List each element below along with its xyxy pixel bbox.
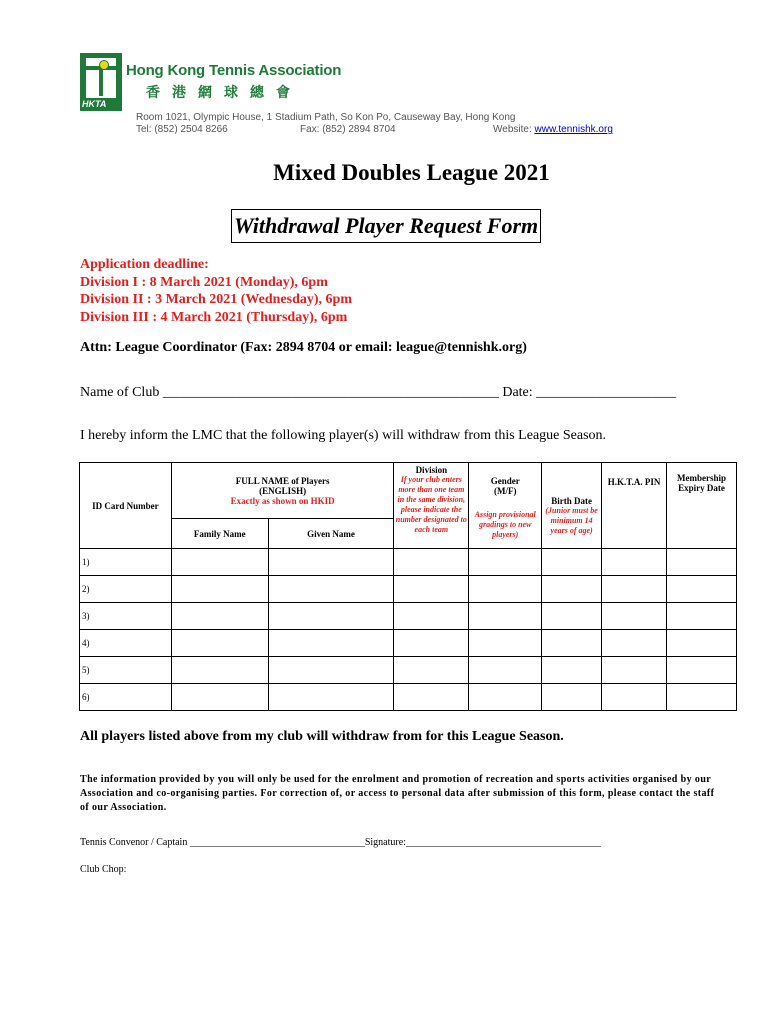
logo-t-stem xyxy=(99,66,103,96)
tel: Tel: (852) 2504 8266 xyxy=(136,124,228,135)
club-field[interactable]: ________________________________________________ xyxy=(162,385,499,400)
inform-statement: I hereby inform the LMC that the following player(s) will withdraw from this League Season. xyxy=(80,428,607,443)
date-field[interactable]: ____________________ xyxy=(536,385,677,400)
all-players-statement: All players listed above from my club will withdraw from for this League Season. xyxy=(80,729,564,744)
table-row xyxy=(80,684,737,711)
attn-line: Attn: League Coordinator (Fax: 2894 8704 or email: league@tennishk.org) xyxy=(80,340,527,355)
header-given-name: Given Name xyxy=(268,519,394,549)
convenor-field[interactable]: ___________________________________ xyxy=(189,837,365,848)
signature-field[interactable]: _______________________________________ xyxy=(405,837,601,848)
row-number: 1) xyxy=(80,549,172,576)
row-number: 4) xyxy=(80,630,172,657)
tennis-ball-icon xyxy=(99,60,109,70)
club-label: Name of Club xyxy=(80,385,160,400)
table-row xyxy=(80,549,737,576)
deadline-division-2: Division II : 3 March 2021 (Wednesday), 6pm xyxy=(80,292,352,307)
association-name-zh: 香港網球總會 xyxy=(146,85,302,101)
privacy-notice: The information provided by you will only be used for the enrolment and promotion of recreation and sports activities organised by our Association and co-organising parties. For correction of, or access to personal data after submission of this form, please contact the staff of our Association. xyxy=(80,774,715,813)
header-birth-date: Birth Date (Junior must be minimum 14 years of age) xyxy=(542,463,602,549)
header-membership: Membership Expiry Date xyxy=(667,463,737,549)
convenor-label: Tennis Convenor / Captain xyxy=(80,837,188,848)
header-gender: Gender (M/F) Assign provisional gradings to new players) xyxy=(469,463,542,549)
deadline-block xyxy=(80,256,352,326)
table-row xyxy=(80,657,737,684)
signature-label: Signature: xyxy=(364,837,406,848)
header-division: Division If your club enters more than one team in the same division, please indicate the number designated to each team xyxy=(394,463,469,549)
logo-text: HKTA xyxy=(82,99,107,109)
website-label: Website: xyxy=(493,124,532,135)
row-number: 5) xyxy=(80,657,172,684)
fax: Fax: (852) 2894 8704 xyxy=(300,124,396,135)
player-table xyxy=(79,462,737,711)
header-fullname: FULL NAME of Players (ENGLISH) Exactly as shown on HKID xyxy=(171,463,394,519)
club-row xyxy=(80,385,676,401)
row-number: 3) xyxy=(80,603,172,630)
deadline-division-3: Division III : 4 March 2021 (Thursday), 6pm xyxy=(80,309,348,325)
header-id-card: ID Card Number xyxy=(80,463,172,549)
row-number: 2) xyxy=(80,576,172,603)
date-label: Date: xyxy=(502,385,533,400)
table-row xyxy=(80,603,737,630)
website-link[interactable]: www.tennishk.org xyxy=(534,124,613,135)
header-family-name: Family Name xyxy=(171,519,268,549)
signature-row xyxy=(80,837,601,848)
club-chop-label: Club Chop: xyxy=(80,864,127,875)
address: Room 1021, Olympic House, 1 Stadium Path, So Kon Po, Causeway Bay, Hong Kong xyxy=(136,112,516,123)
header-pin: H.K.T.A. PIN xyxy=(602,463,667,549)
row-number: 6) xyxy=(80,684,172,711)
deadline-division-1: Division I : 8 March 2021 (Monday), 6pm xyxy=(80,274,328,290)
website-line xyxy=(493,124,613,135)
deadline-heading: Application deadline: xyxy=(80,257,209,272)
association-name-en: Hong Kong Tennis Association xyxy=(126,62,342,79)
table-row xyxy=(80,576,737,603)
table-row xyxy=(80,630,737,657)
page-title: Mixed Doubles League 2021 xyxy=(273,160,550,185)
form-subtitle: Withdrawal Player Request Form xyxy=(231,209,541,243)
